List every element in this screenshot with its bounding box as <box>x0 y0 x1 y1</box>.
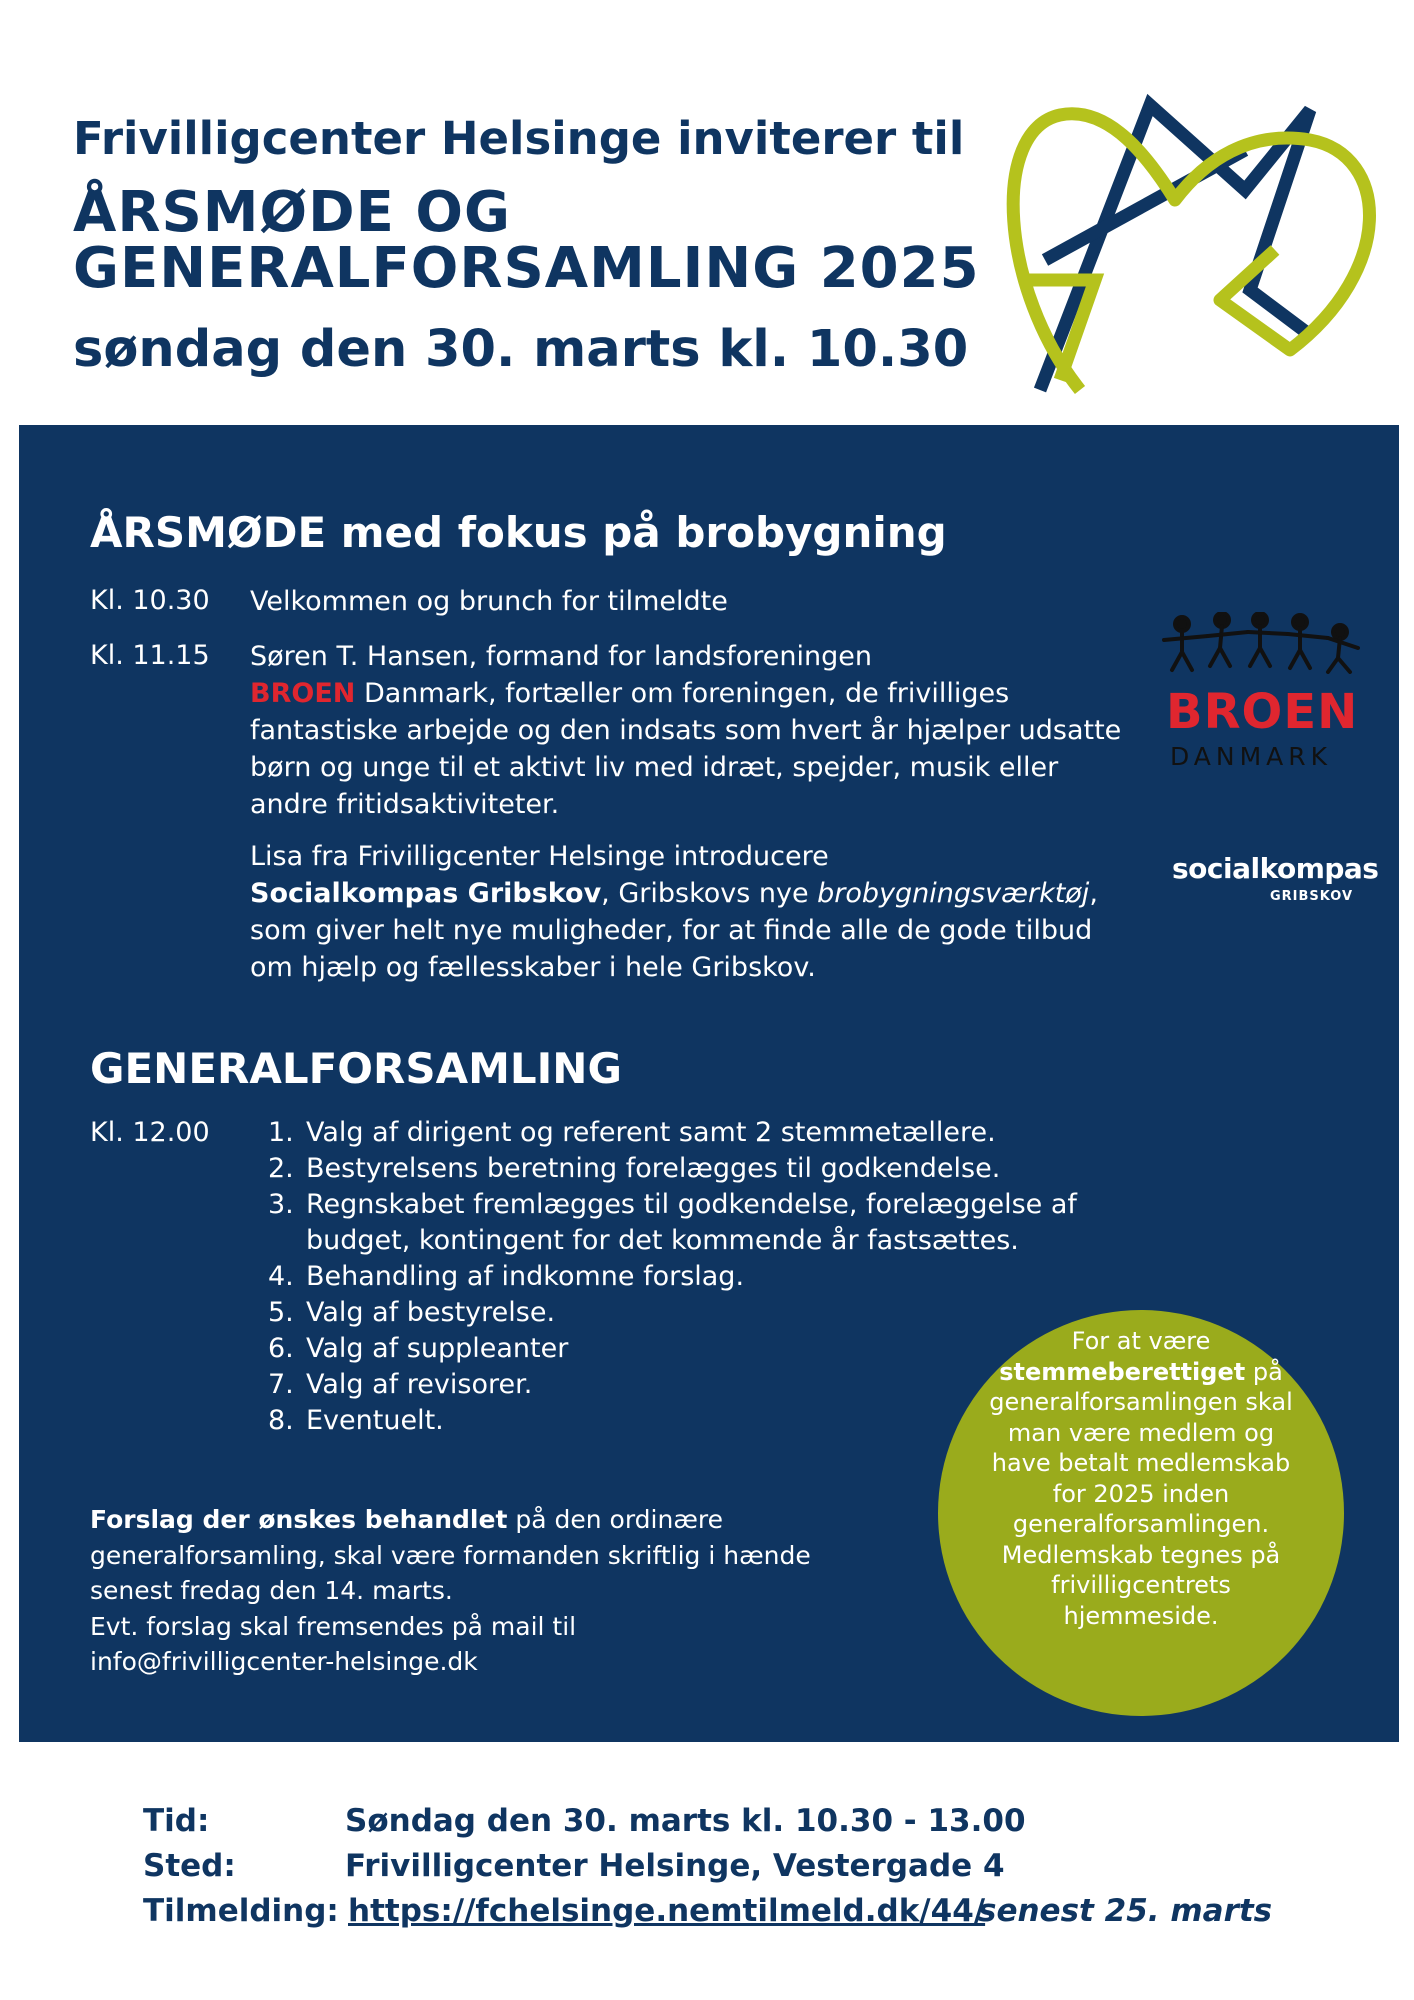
socialkompas-logo-sub: GRIBSKOV <box>1270 889 1354 904</box>
socialkompas-logo-name: socialkompas <box>1172 852 1379 885</box>
sk-italic: brobygningsværktøj <box>817 878 1090 909</box>
voting-eligibility-text <box>978 1326 1304 1631</box>
voting-eligibility-badge <box>938 1310 1344 1716</box>
broen-logo-name: BROEN <box>1166 684 1359 740</box>
agenda-text: Valg af bestyrelse. <box>306 1297 556 1328</box>
tilmelding-deadline: senest 25. marts <box>978 1893 1273 1929</box>
tilmelding-link[interactable]: https://fchelsinge.nemtilmeld.dk/44/ <box>348 1893 986 1929</box>
tid-value: Søndag den 30. marts kl. 10.30 - 13.00 <box>345 1803 1026 1839</box>
circle-line1: For at være <box>1071 1327 1211 1355</box>
tid-label: Tid: <box>143 1803 210 1839</box>
tilmelding-label: Tilmelding: <box>143 1893 339 1929</box>
agenda-num: 4. <box>268 1261 294 1292</box>
agenda-item <box>268 1187 1186 1259</box>
agenda-num: 7. <box>268 1369 294 1400</box>
agenda-num: 2. <box>268 1153 294 1184</box>
time-1115: Kl. 11.15 <box>90 640 210 671</box>
talk-rest: Danmark, fortæller om foreningen, de frivilliges fantastiske arbejde og den indsats som hvert år hjælper udsatte børn og unge til et aktivt liv med idræt, spejder, musik eller andre fritidsaktiviteter. <box>250 678 1122 820</box>
sk-intro: Lisa fra Frivilligcenter Helsinge introducere <box>250 841 829 872</box>
agenda-item <box>268 1259 1188 1295</box>
title-line-1: ÅRSMØDE OG <box>73 180 511 245</box>
talk-intro: Søren T. Hansen, formand for landsforeningen <box>250 641 872 672</box>
broen-highlight: BROEN <box>250 678 356 709</box>
agenda-text: Behandling af indkomne forslag. <box>306 1261 745 1292</box>
agenda-num: 3. <box>268 1189 294 1220</box>
event-date: søndag den 30. marts kl. 10.30 <box>73 320 969 379</box>
invite-intro: Frivilligcenter Helsinge inviterer til <box>73 112 965 165</box>
sk-mid: , Gribskovs nye <box>601 878 818 909</box>
proposal-text: på den ordinære generalforsamling, skal være formanden skriftlig i hænde senest fredag den 14. marts. <box>90 1505 811 1605</box>
sted-value: Frivilligcenter Helsinge, Vestergade 4 <box>345 1848 1005 1884</box>
agenda-item <box>268 1151 1188 1187</box>
sted-label: Sted: <box>143 1848 236 1884</box>
agenda-item <box>268 1115 1188 1151</box>
agenda-text: Valg af revisorer. <box>306 1369 533 1400</box>
proposal-bold: Forslag der ønskes behandlet <box>90 1505 508 1534</box>
agenda-text: Bestyrelsens beretning forelægges til godkendelse. <box>306 1153 1001 1184</box>
agenda-text: Valg af suppleanter <box>306 1333 569 1364</box>
broen-children-icon <box>1160 612 1360 674</box>
arsmode-heading: ÅRSMØDE med fokus på brobygning <box>90 508 947 557</box>
proposal-email[interactable]: info@frivilligcenter-helsinge.dk <box>90 1647 478 1676</box>
item-broen-talk <box>250 638 1130 823</box>
time-1200: Kl. 12.00 <box>90 1117 210 1148</box>
agenda-text: Regnskabet fremlægges til godkendelse, forelæggelse af budget, kontingent for det kommende år fastsættes. <box>306 1189 1077 1256</box>
circle-rest: på generalforsamlingen skal man være medlem og have betalt medlemskab for 2025 inden generalforsamlingen. Medlemskab tegnes på frivilligcentrets hjemmeside. <box>989 1357 1293 1630</box>
item-socialkompas <box>250 838 1110 986</box>
proposal-note <box>90 1502 850 1680</box>
agenda-text: Valg af dirigent og referent samt 2 stemmetællere. <box>306 1117 996 1148</box>
circle-bold: stemmeberettiget <box>999 1357 1246 1386</box>
item-welcome: Velkommen og brunch for tilmeldte <box>250 586 728 617</box>
agenda-text: Eventuelt. <box>306 1405 444 1436</box>
proposal-line2: Evt. forslag skal fremsendes på mail til <box>90 1611 577 1641</box>
sk-bold: Socialkompas Gribskov <box>250 878 602 909</box>
page-title <box>73 180 980 301</box>
agenda-num: 1. <box>268 1117 294 1148</box>
agenda-num: 5. <box>268 1297 294 1328</box>
time-1030: Kl. 10.30 <box>90 585 210 616</box>
sk-end: , som giver helt nye muligheder, for at finde alle de gode tilbud om hjælp og fællesskaber i hele Gribskov. <box>250 878 1098 983</box>
agenda-num: 8. <box>268 1405 294 1436</box>
generalforsamling-heading: GENERALFORSAMLING <box>90 1044 622 1093</box>
frivilligcenter-logo <box>1000 90 1390 400</box>
title-line-2: GENERALFORSAMLING 2025 <box>73 236 980 301</box>
agenda-num: 6. <box>268 1333 294 1364</box>
broen-logo-sub: DANMARK <box>1170 742 1333 771</box>
